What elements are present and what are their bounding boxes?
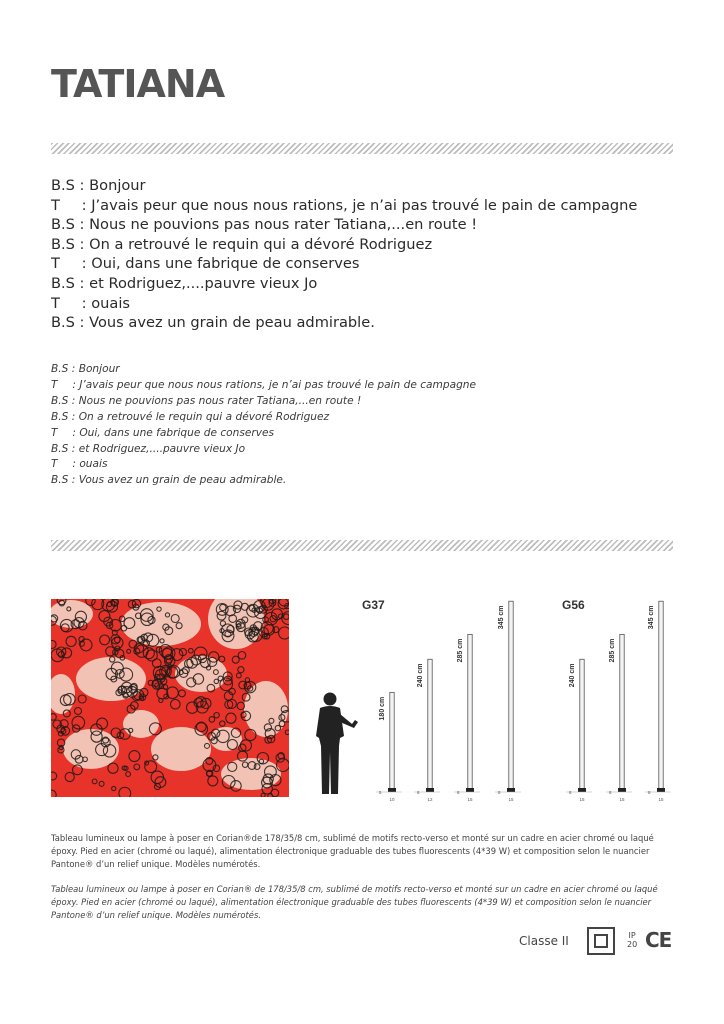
- speaker-separator: :: [68, 394, 79, 407]
- base-width-label: 15: [508, 797, 514, 802]
- speaker-separator: :: [68, 442, 79, 455]
- speaker: T: [51, 458, 58, 471]
- human-silhouette-icon: [316, 693, 358, 795]
- speaker: B.S: [51, 394, 69, 407]
- lamp-tube: [620, 634, 624, 789]
- line-text: et Rodriguez,....pauvre vieux Jo: [78, 442, 246, 455]
- hatched-divider-middle: [51, 540, 673, 551]
- speaker: T: [51, 196, 60, 214]
- speaker-separator: :: [74, 177, 90, 194]
- speaker: B.S: [51, 274, 75, 292]
- speaker: B.S: [51, 474, 69, 487]
- line-text: J’avais peur que nous nous rations, je n’ai pas trouvé le pain de campagne: [79, 378, 477, 391]
- line-text: Oui, dans une fabrique de conserves: [79, 426, 275, 439]
- product-description: Tableau lumineux ou lampe à poser en Corian®de 178/35/8 cm, sublimé de motifs recto-verso et monté sur un cadre en acier chromé ou laqué époxy. Pied en acier (chromé ou laqué), alimentation électronique graduable des tubes fluorescents (4*39 W) et composition selon le nuancier Pantone® d’un relief unique. Modèles numérotés.: [51, 833, 654, 869]
- photo-light-patch: [123, 710, 159, 738]
- speaker-separator: :: [69, 426, 80, 439]
- lamp-tube: [580, 659, 584, 789]
- ip-value: 20: [627, 940, 638, 949]
- speaker-separator: :: [77, 255, 92, 273]
- line-text: Vous avez un grain de peau admirable.: [78, 474, 287, 487]
- dialogue-italic-line: [51, 410, 476, 426]
- lamp-tube: [428, 659, 432, 789]
- dialogue-block-italic: [51, 362, 476, 489]
- lamp-height-label: 285 cm: [457, 638, 464, 663]
- line-text: Bonjour: [89, 177, 146, 194]
- lamp-height-label: 240 cm: [417, 663, 424, 688]
- classe-label: Classe II: [519, 934, 569, 948]
- lamp-height-label: 285 cm: [609, 638, 616, 663]
- dialogue-italic-line: [51, 442, 476, 458]
- dialogue-line: [51, 196, 637, 216]
- speaker: B.S: [51, 177, 75, 194]
- ip-label: IP: [628, 931, 636, 940]
- dialogue-italic-line: [51, 378, 476, 394]
- dialogue-italic-line: [51, 457, 476, 473]
- speaker-separator: :: [74, 314, 90, 332]
- lamp-base: [388, 788, 396, 792]
- lamp-tube: [468, 634, 472, 789]
- lamp-height-label: 240 cm: [569, 663, 576, 688]
- line-text: On a retrouvé le requin qui a dévoré Rodriguez: [78, 410, 330, 423]
- speaker: B.S: [51, 363, 69, 375]
- lamp-height-label: 345 cm: [498, 605, 505, 630]
- line-text: ouais: [79, 458, 108, 471]
- dialogue-line: [51, 313, 637, 333]
- line-text: Vous avez un grain de peau admirable.: [89, 314, 375, 332]
- speaker-separator: :: [68, 363, 79, 375]
- lamp-tube: [509, 601, 513, 789]
- lamp-base: [578, 788, 586, 792]
- line-text: et Rodriguez,....pauvre vieux Jo: [89, 274, 318, 292]
- base-depth-label: 6: [417, 790, 420, 795]
- lamp-height-label: 180 cm: [379, 696, 386, 721]
- line-text: Nous ne pouvions pas nous rater Tatiana,...en route !: [78, 394, 362, 407]
- line-text: On a retrouvé le requin qui a dévoré Rodriguez: [89, 235, 433, 253]
- lamp-base: [657, 788, 665, 792]
- class-ii-icon: [587, 927, 615, 955]
- base-width-label: 15: [658, 797, 664, 802]
- dialogue-block: [51, 176, 637, 333]
- lamp-base: [466, 788, 474, 792]
- speaker: B.S: [51, 235, 75, 253]
- lamp-tube: [659, 601, 663, 789]
- speaker-separator: :: [68, 410, 79, 423]
- page-title: TATIANA: [51, 62, 225, 106]
- hatched-divider-top: [51, 143, 673, 154]
- speaker: B.S: [51, 442, 69, 455]
- base-width-label: 15: [579, 797, 585, 802]
- lamp-height-label: 345 cm: [648, 605, 655, 630]
- line-text: Nous ne pouvions pas nous rater Tatiana,...en route !: [89, 216, 478, 234]
- line-text: Oui, dans une fabrique de conserves: [91, 255, 360, 273]
- base-depth-label: 8: [569, 790, 572, 795]
- lamp-base: [426, 788, 434, 792]
- speaker-separator: :: [77, 196, 92, 214]
- product-description-italic: Tableau lumineux ou lampe à poser en Corian® de 178/35/8 cm, sublimé de motifs recto-verso et monté sur un cadre en acier chromé ou laqué époxy. Pied en acier (chromé ou laqué), alimentation électronique graduable des tubes fluorescents (4*39 W) et composition selon le nuancier Pantone® d’un relief unique. Modèles numérotés.: [51, 884, 658, 920]
- dimension-diagram: [300, 596, 680, 808]
- photo-light-patch: [151, 727, 211, 771]
- dialogue-italic-line: [51, 473, 476, 489]
- speaker: B.S: [51, 314, 75, 332]
- lamp-base: [618, 788, 626, 792]
- lamp-base: [507, 788, 515, 792]
- speaker: T: [51, 426, 58, 439]
- speaker-separator: :: [74, 235, 90, 253]
- base-depth-label: 8: [457, 790, 460, 795]
- product-photo: [51, 599, 289, 797]
- dialogue-line: [51, 294, 637, 314]
- dialogue-line: [51, 254, 637, 274]
- lamp-tube: [390, 692, 394, 789]
- base-width-label: 12: [427, 797, 433, 802]
- speaker-separator: :: [69, 458, 80, 471]
- ce-mark-icon: CE: [645, 928, 672, 952]
- dialogue-line: [51, 235, 637, 255]
- base-depth-label: 8: [648, 790, 651, 795]
- base-depth-label: 5: [379, 790, 382, 795]
- dialogue-italic-line: [51, 394, 476, 410]
- dialogue-line: [51, 176, 637, 196]
- line-text: Bonjour: [78, 363, 120, 375]
- line-text: ouais: [91, 294, 130, 312]
- dialogue-line: [51, 274, 637, 294]
- speaker: T: [51, 255, 60, 273]
- base-width-label: 15: [467, 797, 473, 802]
- speaker-separator: :: [68, 474, 79, 487]
- speaker-separator: :: [74, 274, 90, 292]
- base-depth-label: 8: [609, 790, 612, 795]
- line-text: J’avais peur que nous nous rations, je n’ai pas trouvé le pain de campagne: [91, 196, 638, 214]
- speaker: B.S: [51, 216, 75, 234]
- ip-rating: [627, 931, 637, 949]
- base-depth-label: 8: [498, 790, 501, 795]
- speaker: B.S: [51, 410, 69, 423]
- speaker-separator: :: [77, 294, 92, 312]
- group-label: G37: [362, 598, 385, 612]
- base-width-label: 10: [389, 797, 395, 802]
- base-width-label: 15: [619, 797, 625, 802]
- group-label: G56: [562, 598, 585, 612]
- speaker-separator: :: [69, 378, 80, 391]
- dialogue-italic-line: [51, 362, 476, 378]
- speaker: T: [51, 378, 58, 391]
- speaker: T: [51, 294, 60, 312]
- dialogue-italic-line: [51, 426, 476, 442]
- dialogue-line: [51, 215, 637, 235]
- speaker-separator: :: [74, 216, 90, 234]
